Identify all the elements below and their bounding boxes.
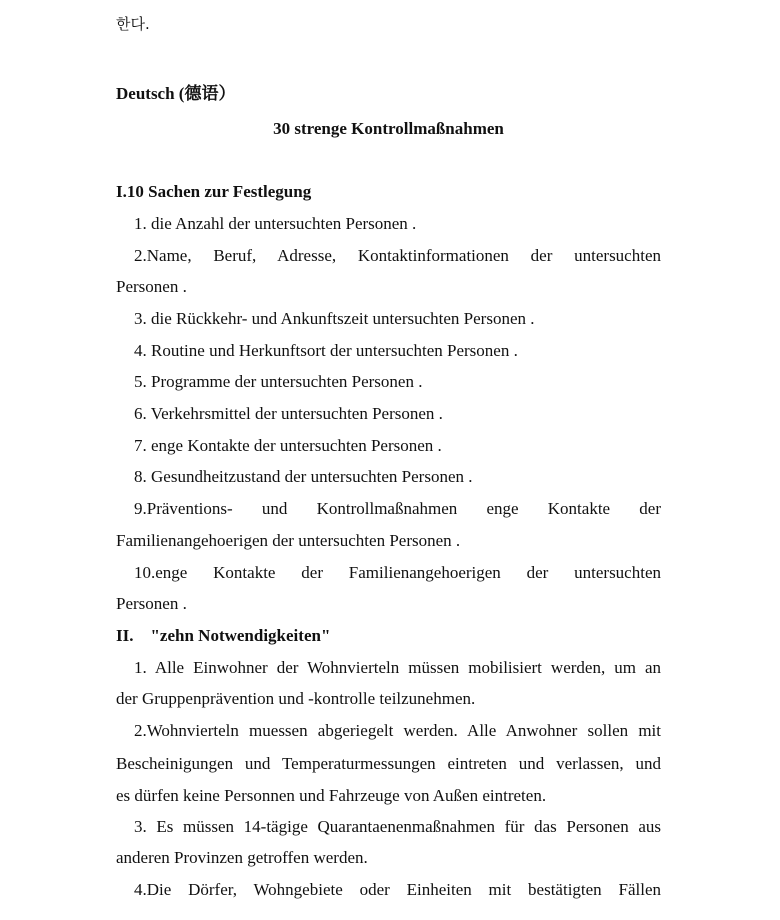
section2-line: der Gruppenprävention und -kontrolle teilzunehmen.: [116, 689, 476, 708]
document-title: 30 strenge Kontrollmaßnahmen: [273, 119, 504, 138]
section1-line: Familienangehoerigen der untersuchten Personen .: [116, 531, 461, 550]
section2-line: anderen Provinzen getroffen werden.: [116, 848, 368, 867]
section2-line: Bescheinigungen und Temperaturmessungen eintreten und verlassen, und: [116, 754, 661, 773]
section2-line: 3. Es müssen 14-tägige Quarantaenenmaßnahmen für das Personen aus: [134, 817, 661, 836]
section1-line: 10.enge Kontakte der Familienangehoerigen der untersuchten: [134, 563, 661, 582]
language-heading: Deutsch (德语）: [116, 84, 236, 103]
top-fragment: 한다.: [116, 15, 150, 33]
section1-line: 8. Gesundheitzustand der untersuchten Personen .: [134, 467, 473, 486]
section1-line: 4. Routine und Herkunftsort der untersuchten Personen .: [134, 341, 518, 360]
section1-line: 3. die Rückkehr- und Ankunftszeit untersuchten Personen .: [134, 309, 535, 328]
section2-line: 1. Alle Einwohner der Wohnvierteln müssen mobilisiert werden, um an: [134, 658, 661, 677]
section2-heading: II. "zehn Notwendigkeiten": [116, 626, 331, 645]
section1-line: Personen .: [116, 277, 187, 296]
section1-line: Personen .: [116, 594, 187, 613]
section1-line: 5. Programme der untersuchten Personen .: [134, 372, 423, 391]
section1-line: 7. enge Kontakte der untersuchten Personen .: [134, 436, 442, 455]
section2-line: 4.Die Dörfer, Wohngebiete oder Einheiten mit bestätigten Fällen: [134, 880, 661, 899]
section1-heading: I.10 Sachen zur Festlegung: [116, 182, 312, 201]
section2-line: es dürfen keine Personnen und Fahrzeuge von Außen eintreten.: [116, 786, 547, 805]
section1-line: 6. Verkehrsmittel der untersuchten Personen .: [134, 404, 443, 423]
section1-line: 1. die Anzahl der untersuchten Personen .: [134, 214, 417, 233]
section1-line: 2.Name, Beruf, Adresse, Kontaktinformationen der untersuchten: [134, 246, 661, 265]
section2-line: 2.Wohnvierteln muessen abgeriegelt werden. Alle Anwohner sollen mit: [134, 721, 661, 740]
section1-line: 9.Präventions- und Kontrollmaßnahmen enge Kontakte der: [134, 499, 661, 518]
